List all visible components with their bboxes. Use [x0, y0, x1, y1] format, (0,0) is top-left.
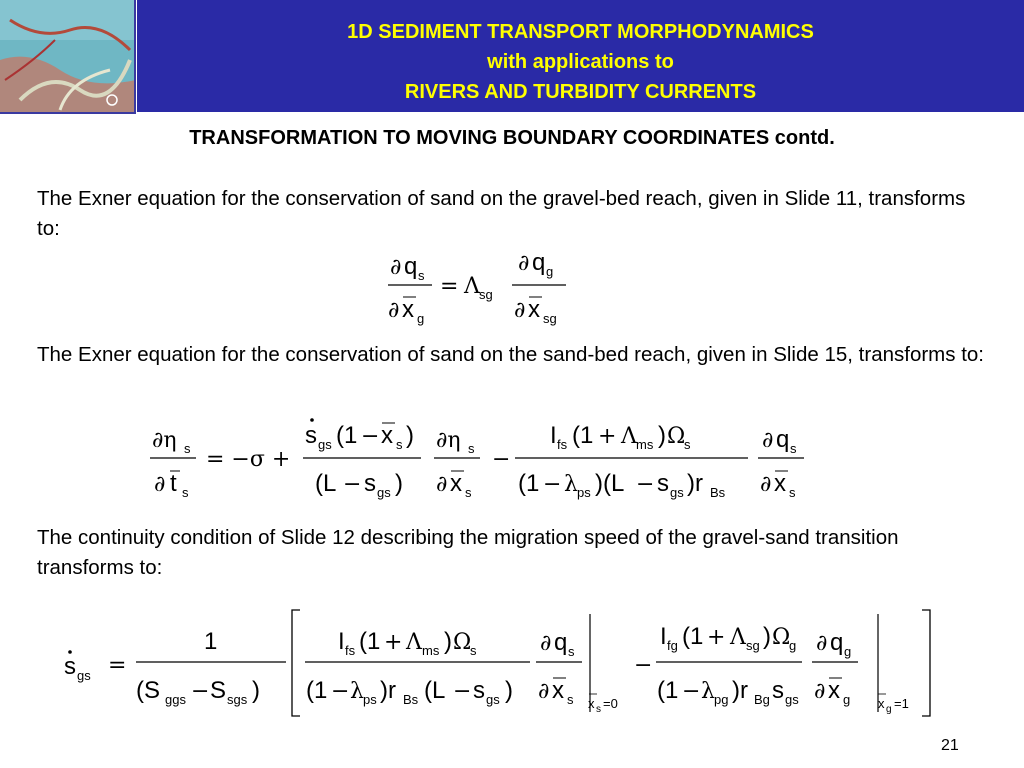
svg-text:ms: ms	[636, 437, 654, 452]
svg-text:fs: fs	[345, 643, 356, 658]
svg-text:): )	[406, 422, 414, 449]
svg-text:(1: (1	[682, 623, 704, 650]
paragraph-continuity: The continuity condition of Slide 12 describing the migration speed of the gravel-sand transition transforms to:	[37, 526, 899, 579]
svg-text:s: s	[789, 485, 796, 500]
svg-text:−: −	[453, 679, 472, 704]
svg-text:s: s	[684, 437, 691, 452]
svg-text:+: +	[707, 625, 726, 650]
svg-text:x: x	[588, 696, 595, 711]
svg-text:(L: (L	[315, 470, 337, 497]
svg-text:): )	[395, 470, 403, 497]
slide-title	[137, 17, 1024, 107]
svg-text:): )	[444, 628, 452, 655]
svg-text:x: x	[828, 677, 840, 704]
svg-text:Bg: Bg	[754, 692, 770, 707]
svg-text:1: 1	[204, 628, 218, 655]
svg-text:∂: ∂	[388, 298, 400, 323]
svg-text:g: g	[417, 311, 425, 326]
svg-text:(L: (L	[424, 677, 446, 704]
section-heading: TRANSFORMATION TO MOVING BOUNDARY COORDINATES contd.	[189, 127, 835, 149]
svg-text:x: x	[552, 677, 564, 704]
svg-text:(1: (1	[518, 470, 540, 497]
svg-text:s: s	[418, 268, 425, 283]
svg-text:s: s	[468, 441, 475, 456]
title-line-1: 1D SEDIMENT TRANSPORT MORPHODYNAMICS	[347, 21, 814, 43]
svg-text:sgs: sgs	[227, 692, 248, 707]
svg-text:λ: λ	[701, 679, 715, 704]
svg-text:Λ: Λ	[730, 625, 746, 650]
title-line-3: RIVERS AND TURBIDITY CURRENTS	[404, 81, 757, 103]
svg-text:(S: (S	[136, 677, 160, 704]
svg-text:∂: ∂	[154, 472, 166, 497]
svg-text:ms: ms	[422, 643, 440, 658]
svg-text:s: s	[465, 485, 472, 500]
svg-text:gs: gs	[486, 692, 500, 707]
svg-text:Λ: Λ	[464, 274, 480, 299]
svg-text:+: +	[598, 424, 617, 449]
svg-text:g: g	[843, 692, 851, 707]
svg-text:I: I	[338, 628, 345, 655]
svg-text:Ω: Ω	[667, 424, 686, 449]
svg-text:)r: )r	[380, 677, 396, 704]
svg-text:−: −	[361, 424, 380, 449]
svg-text:q: q	[554, 629, 568, 656]
svg-text:−: −	[331, 679, 350, 704]
svg-text:∂: ∂	[760, 472, 772, 497]
svg-text:−: −	[343, 472, 362, 497]
svg-text:I: I	[550, 422, 557, 449]
svg-text:s: s	[772, 677, 784, 704]
svg-text:−: −	[191, 679, 210, 704]
svg-text:(1: (1	[572, 422, 594, 449]
svg-text:∂: ∂	[436, 472, 448, 497]
svg-text:∂: ∂	[514, 298, 526, 323]
svg-text:sg: sg	[543, 311, 557, 326]
svg-text:t: t	[170, 470, 177, 497]
svg-text:Λ: Λ	[621, 424, 637, 449]
svg-text:−: −	[682, 679, 701, 704]
svg-text:): )	[252, 677, 260, 704]
title-line-2: with applications to	[487, 51, 674, 73]
svg-text:I: I	[660, 623, 667, 650]
svg-text:g: g	[886, 704, 892, 715]
svg-text:x: x	[528, 296, 540, 323]
svg-text:q: q	[404, 253, 418, 280]
svg-text:(1: (1	[306, 677, 328, 704]
svg-text:s: s	[567, 692, 574, 707]
svg-text:)(L: )(L	[595, 470, 625, 497]
svg-text:−: −	[543, 472, 562, 497]
svg-text:∂: ∂	[816, 631, 828, 656]
svg-text:gs: gs	[318, 437, 332, 452]
svg-text:s: s	[790, 441, 797, 456]
svg-text:x: x	[878, 696, 885, 711]
paragraph-sand-exner: The Exner equation for the conservation of sand on the sand-bed reach, given in Slide 15, transforms to:	[37, 343, 984, 366]
svg-text:Λ: Λ	[406, 630, 422, 655]
equation-sand-exner	[140, 405, 820, 505]
svg-text:−: −	[492, 447, 511, 472]
svg-text:Bs: Bs	[710, 485, 726, 500]
svg-text:x: x	[381, 422, 393, 449]
svg-text:+: +	[384, 630, 403, 655]
svg-text:=: =	[108, 653, 127, 678]
svg-text:g: g	[546, 264, 554, 279]
svg-text:s: s	[182, 485, 189, 500]
svg-text:s: s	[64, 653, 76, 680]
svg-text:s: s	[657, 470, 669, 497]
svg-text:s: s	[364, 470, 376, 497]
svg-text:= −σ +: = −σ +	[206, 447, 291, 472]
svg-text:(1: (1	[359, 628, 381, 655]
svg-text:q: q	[830, 629, 844, 656]
svg-text:): )	[658, 422, 666, 449]
svg-text:Bs: Bs	[403, 692, 419, 707]
svg-text:ps: ps	[363, 692, 377, 707]
svg-text:ps: ps	[577, 485, 591, 500]
svg-text:q: q	[532, 249, 546, 276]
svg-text:fg: fg	[667, 638, 678, 653]
svg-text:q: q	[776, 426, 790, 453]
svg-text:(1: (1	[657, 677, 679, 704]
svg-text:): )	[505, 677, 513, 704]
svg-text:pg: pg	[714, 692, 729, 707]
svg-text:)r: )r	[687, 470, 703, 497]
svg-text:∂: ∂	[762, 428, 774, 453]
svg-text:=1: =1	[894, 696, 909, 711]
svg-text:∂: ∂	[390, 255, 402, 280]
svg-text:sg: sg	[479, 287, 493, 302]
svg-text:∂: ∂	[518, 251, 530, 276]
svg-text:gs: gs	[785, 692, 799, 707]
svg-text:−: −	[634, 653, 653, 678]
svg-text:ggs: ggs	[165, 692, 186, 707]
svg-text:∂η: ∂η	[152, 428, 177, 453]
svg-text:∂η: ∂η	[436, 428, 461, 453]
svg-text:s: s	[396, 437, 403, 452]
page-number: 21	[941, 737, 959, 754]
svg-text:∂: ∂	[814, 679, 826, 704]
svg-text:∂: ∂	[538, 679, 550, 704]
svg-text:s: s	[184, 441, 191, 456]
svg-text:∂: ∂	[540, 631, 552, 656]
svg-text:=0: =0	[603, 696, 618, 711]
svg-text:s: s	[305, 422, 317, 449]
svg-text:gs: gs	[377, 485, 391, 500]
svg-text:gs: gs	[77, 668, 91, 683]
svg-text:s: s	[596, 704, 601, 715]
svg-text:fs: fs	[557, 437, 568, 452]
svg-text:sg: sg	[746, 638, 760, 653]
svg-text:)r: )r	[732, 677, 748, 704]
equation-migration-speed	[60, 604, 940, 724]
svg-text:−: −	[636, 472, 655, 497]
svg-text:x: x	[450, 470, 462, 497]
svg-text:(1: (1	[336, 422, 358, 449]
paragraph-gravel-exner: The Exner equation for the conservation of sand on the gravel-bed reach, given in Slide 11, transforms to:	[37, 187, 966, 240]
svg-text:λ: λ	[564, 472, 578, 497]
svg-text:s: s	[568, 644, 575, 659]
svg-text:S: S	[210, 677, 227, 704]
svg-text:λ: λ	[350, 679, 364, 704]
delta-satellite-image	[0, 0, 136, 114]
slide-banner	[0, 0, 1024, 114]
svg-text:=: =	[440, 274, 459, 299]
svg-text:g: g	[789, 638, 797, 653]
svg-text:Ω: Ω	[772, 625, 791, 650]
svg-text:gs: gs	[670, 485, 684, 500]
equation-gravel-exner	[380, 240, 580, 330]
svg-text:s: s	[470, 643, 477, 658]
svg-text:x: x	[402, 296, 414, 323]
svg-text:Ω: Ω	[453, 630, 472, 655]
svg-text:x: x	[774, 470, 786, 497]
svg-text:g: g	[844, 644, 852, 659]
svg-text:s: s	[473, 677, 485, 704]
svg-text:): )	[763, 623, 771, 650]
